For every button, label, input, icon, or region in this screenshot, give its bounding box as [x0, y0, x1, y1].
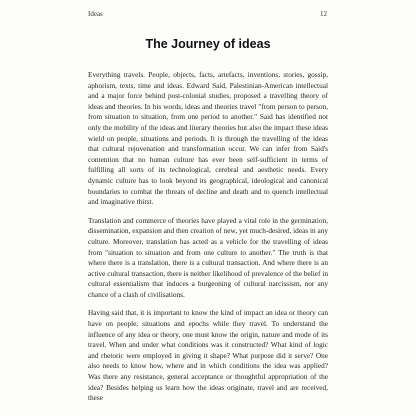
page-number: 12 — [320, 10, 327, 18]
paragraph-1: Everything travels. People, objects, facts, artefacts, inventions, stories, gossip, aphorism, texts, time and ideas. Edward Said, Palestinian-American intellectual and a major force behind post-colonial studies, proposed a travelling theory of ideas and theories. In his words, ideas and theories travel "from person to person, from situation to situation, from one period to another." Said has identified not only the mobility of the ideas and literary theories but also the impact these ideas wield on people, situations and periods. It is through the travelling of the ideas that cultural rejuvenation and transformation occur. We can infer from Said's contention that no human culture has ever been self-sufficient in terms of fulfilling all sorts of its technological, cerebral and aesthetic needs. Every dynamic culture has to look beyond its geographical, ideological and canonical boundaries to combat the threats of decline and death and to quench intellectual and imaginative thirst. — [88, 70, 328, 207]
running-head: Ideas — [88, 10, 103, 18]
paragraph-3: Having said that, it is important to know the kind of impact an idea or theory can have on people, situations and epochs while they travel. To understand the influence of any idea or theory, one must know the origin, nature and mode of its travel. When and under what conditions was it constructed? What kind of logic and rhetoric were employed in giving it shape? What purpose did it serve? One also needs to know how, where and in which conditions the idea was applied? Was there any resistance, general acceptance or thoughtful appropriation of the idea? Besides helping us learn how the ideas originate, travel and are received, these — [88, 308, 328, 403]
paragraph-2: Translation and commerce of theories have played a vital role in the germination, dissemination, expansion and then creation of new, yet much-desired, ideas in any culture. Moreover, translation has acted as a vehicle for the travelling of ideas from "situation to situation and from one culture to another." The truth is that where there is a translation, there is a cultural transaction. And where there is an active cultural transaction, there is neither likelihood of prevalence of the belief in cultural essentialism that induces a burgeoning of cultural narcissism, nor any chance of a clash of civilisations. — [88, 215, 328, 299]
body-text — [88, 70, 328, 412]
chapter-title: The Journey of ideas — [145, 37, 271, 51]
